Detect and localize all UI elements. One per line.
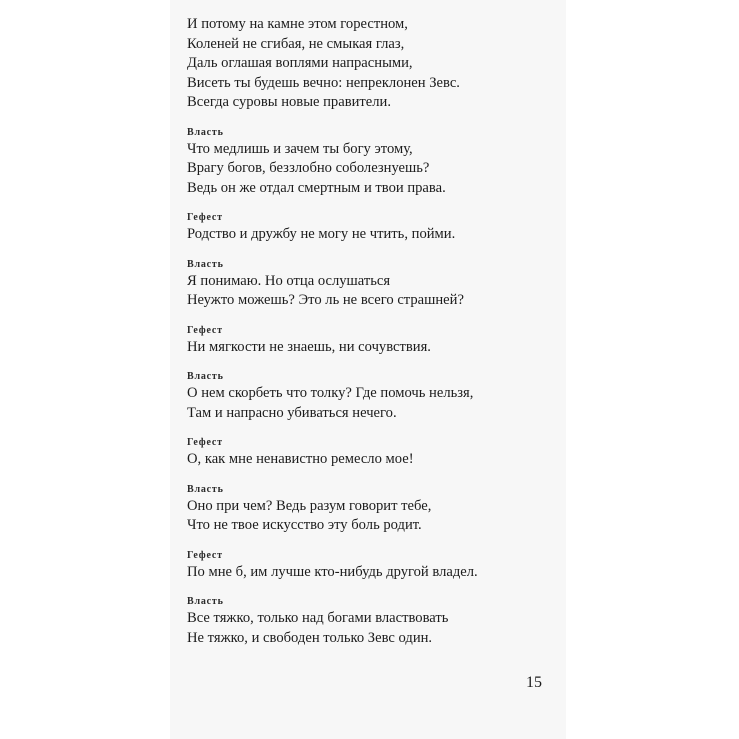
dialogue-turn <box>187 550 547 583</box>
speaker-name: Гефест <box>187 212 223 223</box>
verse-line: Оно при чем? Ведь разум говорит тебе, <box>187 497 432 514</box>
verse-line: Я понимаю. Но отца ослушаться <box>187 272 391 289</box>
speaker-name: Власть <box>187 596 224 607</box>
verse-line: Коленей не сгибая, не смыкая глаз, <box>187 35 405 52</box>
verse-line: Там и напрасно убиваться нечего. <box>187 404 397 421</box>
opening-stanza <box>187 15 547 113</box>
speaker-name: Власть <box>187 371 224 382</box>
dialogue-turn <box>187 212 547 245</box>
verse-line: Ни мягкости не знаешь, ни сочувствия. <box>187 338 431 355</box>
verse-line: Неужто можешь? Это ль не всего страшней? <box>187 292 464 308</box>
verse-line: Не тяжко, и свободен только Зевс один. <box>187 629 433 646</box>
dialogue-turn <box>187 596 547 648</box>
dialogue-turn <box>187 325 547 358</box>
verse-line: Висеть ты будешь вечно: непреклонен Зевс. <box>187 74 460 91</box>
play-text <box>187 15 547 648</box>
verse-line: Всегда суровы новые правители. <box>187 94 392 110</box>
verse-line: Что медлишь и зачем ты богу этому, <box>187 140 413 157</box>
dialogue-turn <box>187 371 547 423</box>
speaker-name: Гефест <box>187 324 223 336</box>
verse-line: О нем скорбеть что толку? Где помочь нельзя, <box>187 385 474 401</box>
verse-line: По мне б, им лучше кто-нибудь другой владел. <box>187 563 478 580</box>
verse-line: Врагу богов, беззлобно соболезнуешь? <box>187 160 430 176</box>
verse-line: Ведь он же отдал смертным и твои права. <box>187 179 446 196</box>
verse-line: Родство и дружбу не могу не чтить, пойми. <box>187 226 456 242</box>
verse-line: О, как мне ненавистно ремесло мое! <box>187 451 414 467</box>
speaker-name: Власть <box>187 126 224 138</box>
dialogue-turn <box>187 259 547 311</box>
dialogue-turn <box>187 437 547 470</box>
page-number: 15 <box>526 674 542 691</box>
verse-line: И потому на камне этом горестном, <box>187 16 408 32</box>
speaker-name: Власть <box>187 258 224 270</box>
verse-line: Все тяжко, только над богами властвовать <box>187 610 449 626</box>
speaker-name: Власть <box>187 483 224 495</box>
speaker-name: Гефест <box>187 549 223 561</box>
dialogue-turn <box>187 127 547 199</box>
verse-line: Что не твое искусство эту боль родит. <box>187 517 422 533</box>
dialogue-turn <box>187 484 547 536</box>
verse-line: Даль оглашая воплями напрасными, <box>187 55 413 71</box>
speaker-name: Гефест <box>187 437 223 448</box>
